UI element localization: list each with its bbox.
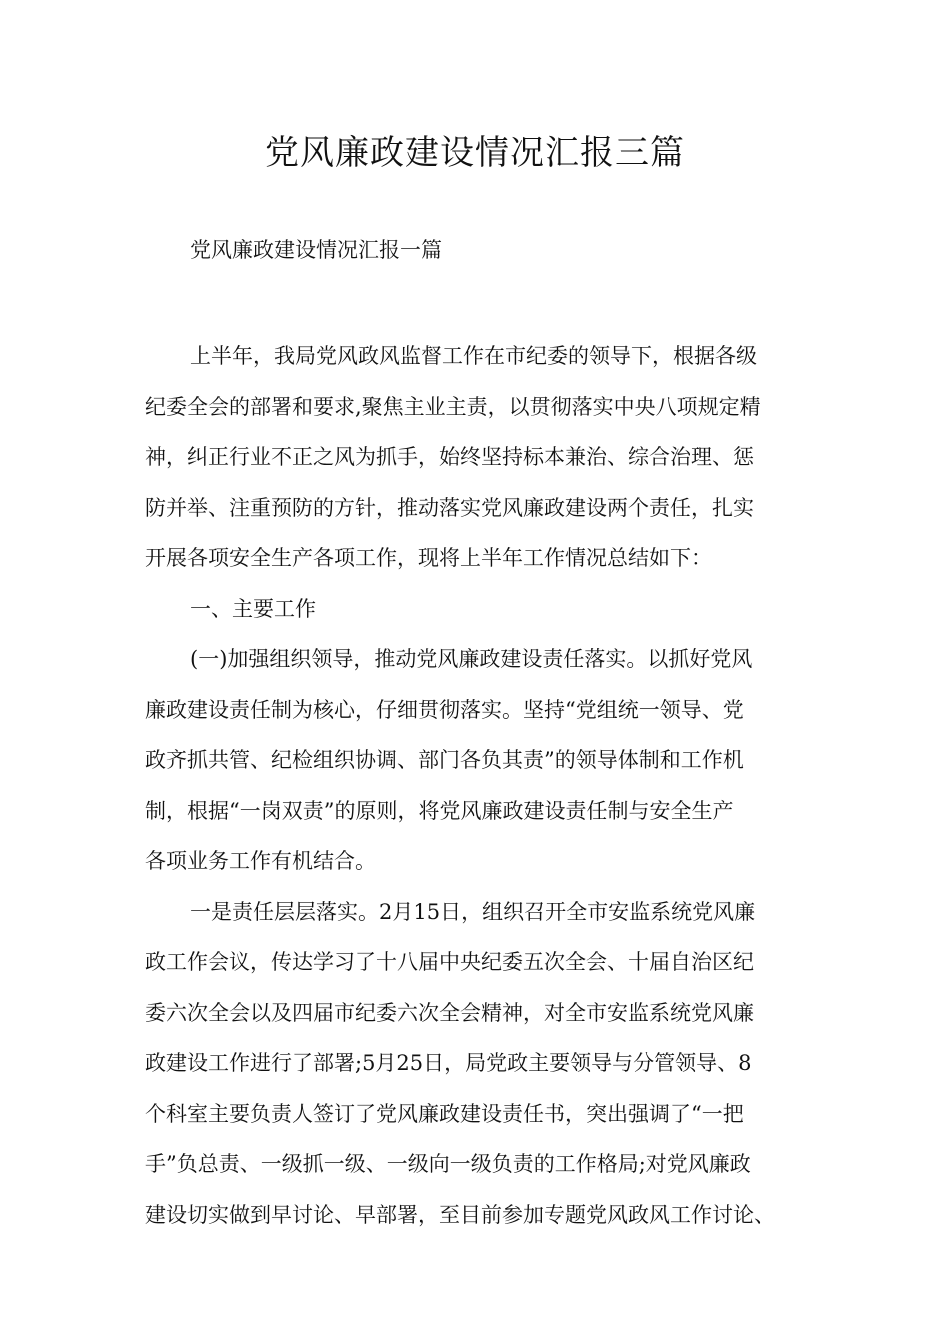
text-line: 各项业务工作有机结合。 [145,849,376,873]
text-line: 委六次全会以及四届市纪委六次全会精神，对全市安监系统党风廉 [145,1000,754,1025]
text-line: 上半年，我局党风政风监督工作在市纪委的领导下，根据各级 [190,344,757,368]
text-line: (一)加强组织领导，推动党风廉政建设责任落实。以抓好党风 [190,647,753,671]
text-line: 政齐抓共管、纪检组织协调、部门各负其责”的领导体制和工作机 [145,748,744,772]
text-line: 防并举、注重预防的方针，推动落实党风廉政建设两个责任，扎实 [145,495,754,520]
text-line: 个科室主要负责人签订了党风廉政建设责任书，突出强调了“一把 [145,1101,744,1126]
text-line: 神，纠正行业不正之风为抓手，始终坚持标本兼治、综合治理、惩 [145,445,754,469]
document-body [145,331,815,1240]
text-line: 政工作会议，传达学习了十八届中央纪委五次全会、十届自治区纪 [145,950,754,974]
text-line: 政建设工作进行了部署;5月25日，局党政主要领导与分管领导、8 [145,1051,752,1075]
text-line: 廉政建设责任制为核心，仔细贯彻落实。坚持“党组统一领导、党 [145,697,744,722]
text-line: 开展各项安全生产各项工作，现将上半年工作情况总结如下： [145,546,712,570]
text-line: 一是责任层层落实。2月15日，组织召开全市安监系统党风廉 [190,899,756,924]
section-heading: 一、主要工作 [190,596,316,621]
text-line: 手”负总责、一级抓一级、一级向一级负责的工作格局;对党风廉政 [145,1152,751,1176]
text-line: 建设切实做到早讨论、早部署，至目前参加专题党风政风工作讨论、 [145,1202,775,1227]
document-title: 党风廉政建设情况汇报三篇 [265,133,685,173]
text-line: 纪委全会的部署和要求,聚焦主业主责，以贯彻落实中央八项规定精 [145,394,761,419]
document-subtitle: 党风廉政建设情况汇报一篇 [190,238,442,262]
text-line: 制，根据“一岗双责”的原则，将党风廉政建设责任制与安全生产 [145,798,734,823]
